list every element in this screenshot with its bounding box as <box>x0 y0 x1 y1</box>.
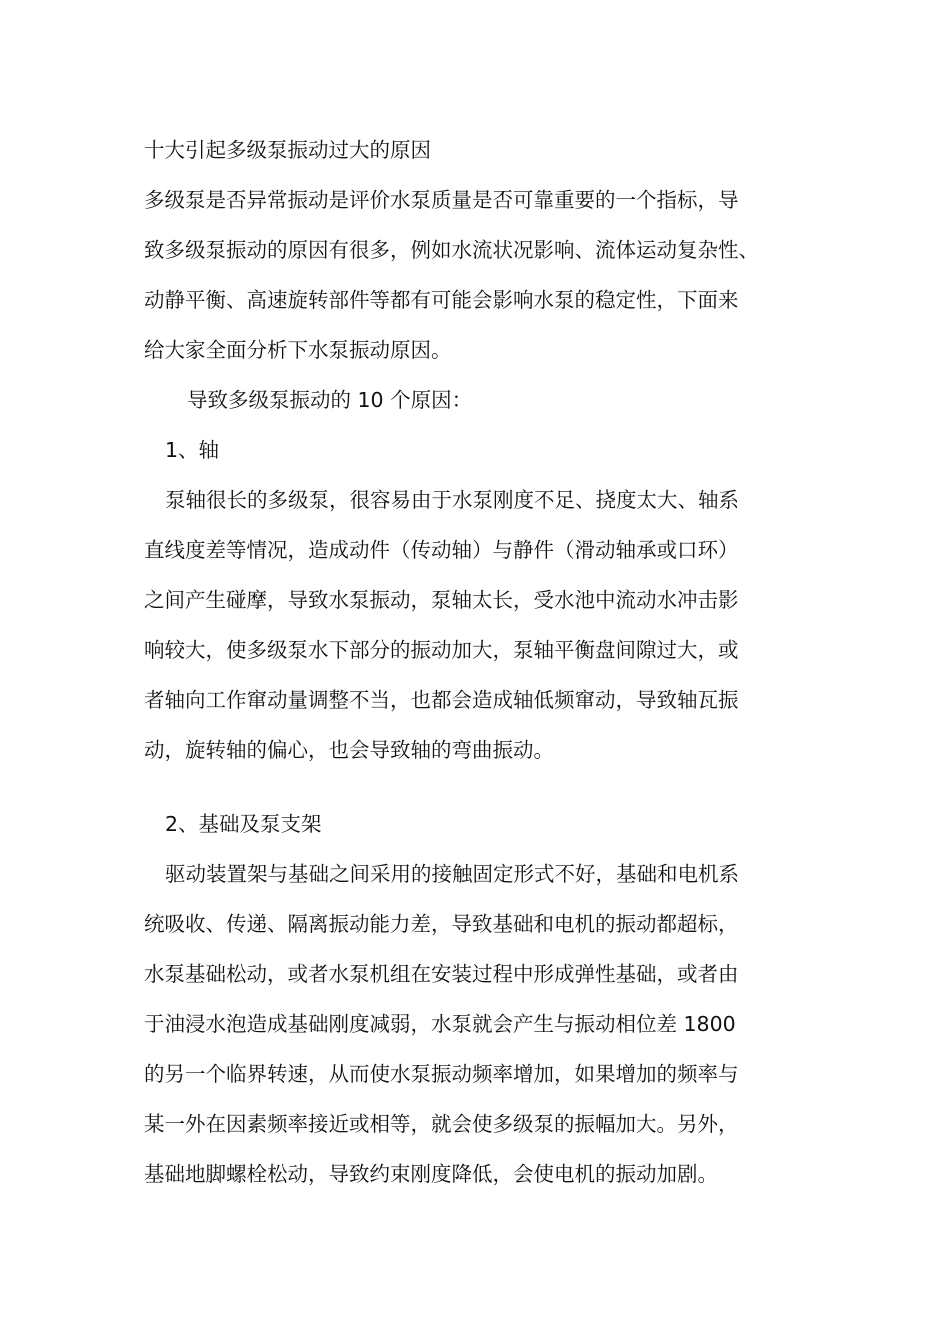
intro-line: 多级泵是否异常振动是评价水泵质量是否可靠重要的一个指标，导 <box>144 188 739 212</box>
paragraph-line: 某一外在因素频率接近或相等，就会使多级泵的振幅加大。另外， <box>144 1112 739 1136</box>
intro-line: 动静平衡、高速旋转部件等都有可能会影响水泵的稳定性，下面来 <box>144 288 739 312</box>
paragraph-line: 者轴向工作窜动量调整不当，也都会造成轴低频窜动，导致轴瓦振 <box>144 688 739 712</box>
paragraph-line: 响较大，使多级泵水下部分的振动加大，泵轴平衡盘间隙过大，或 <box>144 638 739 662</box>
paragraph-line: 动，旋转轴的偏心，也会导致轴的弯曲振动。 <box>144 738 554 762</box>
paragraph-line: 的另一个临界转速，从而使水泵振动频率增加，如果增加的频率与 <box>144 1062 739 1086</box>
paragraph-line: 于油浸水泡造成基础刚度减弱，水泵就会产生与振动相位差 1800 <box>144 1012 736 1036</box>
paragraph-line: 直线度差等情况，造成动件（传动轴）与静件（滑动轴承或口环） <box>144 538 739 562</box>
paragraph-line: 水泵基础松动，或者水泵机组在安装过程中形成弹性基础，或者由 <box>144 962 739 986</box>
subheading: 导致多级泵振动的 10 个原因： <box>187 388 473 412</box>
intro-line: 给大家全面分析下水泵振动原因。 <box>144 338 452 362</box>
section-heading-shaft: 1、轴 <box>165 438 220 462</box>
paragraph-line: 统吸收、传递、隔离振动能力差，导致基础和电机的振动都超标， <box>144 912 739 936</box>
document-title: 十大引起多级泵振动过大的原因 <box>144 138 431 162</box>
section-heading-foundation: 2、基础及泵支架 <box>165 812 322 836</box>
paragraph-line: 泵轴很长的多级泵，很容易由于水泵刚度不足、挠度太大、轴系 <box>165 488 739 512</box>
paragraph-line: 驱动装置架与基础之间采用的接触固定形式不好，基础和电机系 <box>165 862 739 886</box>
paragraph-line: 之间产生碰摩，导致水泵振动，泵轴太长，受水池中流动水冲击影 <box>144 588 739 612</box>
intro-line: 致多级泵振动的原因有很多，例如水流状况影响、流体运动复杂性、 <box>144 238 759 262</box>
paragraph-line: 基础地脚螺栓松动，导致约束刚度降低，会使电机的振动加剧。 <box>144 1162 718 1186</box>
